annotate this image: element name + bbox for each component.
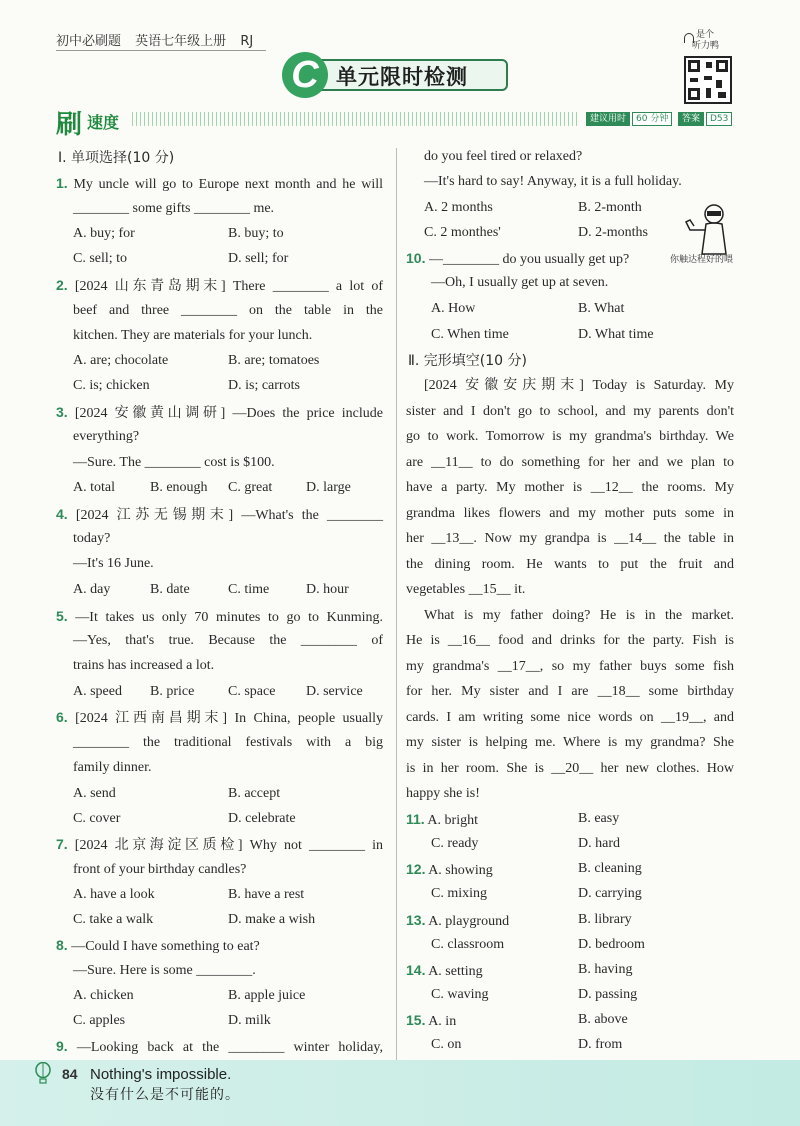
option-d[interactable]: D. celebrate bbox=[228, 811, 296, 826]
option-c[interactable]: C. space bbox=[228, 684, 276, 699]
question-number: 11. bbox=[406, 811, 425, 827]
option-c[interactable]: C. 2 monthes' bbox=[424, 225, 501, 240]
speed-label-main: 刷 bbox=[56, 110, 83, 140]
question-line: trains has increased a lot. bbox=[73, 658, 215, 673]
option-c[interactable]: C. waving bbox=[431, 987, 489, 1002]
option-b[interactable]: B. date bbox=[150, 582, 190, 597]
option-d[interactable]: D. is; carrots bbox=[228, 378, 300, 393]
option-c[interactable]: C. is; chicken bbox=[73, 378, 150, 393]
speed-label-sub: 速度 bbox=[87, 113, 120, 132]
option-b[interactable]: B. price bbox=[150, 684, 195, 699]
question-line: 5. —It takes us only 70 minutes to go to Kunming. bbox=[56, 608, 383, 625]
question-line: ________ the traditional festivals with a big bbox=[73, 735, 383, 750]
question-line: —Yes, that's true. Because the ________ of bbox=[73, 633, 383, 648]
question-line: today? bbox=[73, 531, 111, 546]
qr-label-line2: 听力鸭 bbox=[692, 41, 720, 51]
option-a[interactable]: 11. A. bright bbox=[406, 811, 478, 828]
option-a[interactable]: A. How bbox=[431, 301, 476, 316]
passage-line: my sister is helping me. Where is my grandma? She bbox=[406, 735, 734, 750]
question-line: front of your birthday candles? bbox=[73, 862, 247, 877]
passage-line: go to work. Tomorrow is my grandma's birthday. We bbox=[406, 429, 734, 444]
option-b[interactable]: B. What bbox=[578, 301, 625, 316]
c-badge-icon: C bbox=[282, 52, 328, 98]
passage-line: the dining room. He wants to put the fruit and bbox=[406, 557, 734, 572]
column-divider bbox=[396, 148, 397, 1060]
question-number: 3. bbox=[56, 404, 68, 420]
option-b[interactable]: B. have a rest bbox=[228, 887, 305, 902]
option-a[interactable]: A. send bbox=[73, 786, 116, 801]
question-line: 2. [2024 山东青岛期末] There ________ a lot of bbox=[56, 277, 383, 294]
question-number: 1. bbox=[56, 175, 68, 191]
passage-line: happy she is! bbox=[406, 786, 480, 801]
option-d[interactable]: D. milk bbox=[228, 1013, 271, 1028]
option-d[interactable]: D. sell; for bbox=[228, 251, 289, 266]
option-c[interactable]: C. mixing bbox=[431, 886, 488, 901]
question-line: —Oh, I usually get up at seven. bbox=[431, 275, 609, 290]
question-number: 14. bbox=[406, 962, 426, 978]
question-number: 5. bbox=[56, 608, 68, 624]
question-number: 15. bbox=[406, 1012, 426, 1028]
option-b[interactable]: B. 2-month bbox=[578, 200, 642, 215]
question-line: 10. —________ do you usually get up? bbox=[406, 250, 630, 267]
option-c[interactable]: C. time bbox=[228, 582, 270, 597]
option-b[interactable]: B. library bbox=[578, 912, 632, 927]
speed-stripes bbox=[132, 112, 580, 126]
question-line: beef and three ________ on the table in the bbox=[73, 303, 383, 318]
motto-chinese: 没有什么是不可能的。 bbox=[90, 1087, 240, 1103]
question-number: 13. bbox=[406, 912, 426, 928]
option-d[interactable]: D. 2-months bbox=[578, 225, 648, 240]
option-b[interactable]: B. enough bbox=[150, 480, 208, 495]
thumbs-up-person-icon bbox=[676, 196, 736, 256]
edition-label: RJ bbox=[240, 34, 254, 49]
question-line: family dinner. bbox=[73, 760, 152, 775]
passage-line: have a party. My mother is __12__ the rooms. My bbox=[406, 480, 734, 495]
passage-line: her __13__. Now my grandpa is __14__ the table in bbox=[406, 531, 734, 546]
question-number: 6. bbox=[56, 709, 68, 725]
option-c[interactable]: C. great bbox=[228, 480, 273, 495]
section-heading-choice: Ⅰ. 单项选择(10 分) bbox=[58, 150, 175, 166]
question-line: do you feel tired or relaxed? bbox=[424, 149, 583, 164]
passage-line: is in her room. She is __20__ her new clothes. How bbox=[406, 761, 734, 776]
option-b[interactable]: B. above bbox=[578, 1012, 628, 1027]
passage-line: What is my father doing? He is in the market. bbox=[424, 608, 734, 623]
page-title: 单元限时检测 bbox=[336, 65, 468, 89]
option-b[interactable]: B. apple juice bbox=[228, 988, 306, 1003]
time-label: 建议用时 bbox=[586, 112, 630, 126]
option-c[interactable]: C. sell; to bbox=[73, 251, 128, 266]
option-c[interactable]: C. ready bbox=[431, 836, 479, 851]
header-rule bbox=[56, 50, 266, 51]
qr-code-icon[interactable] bbox=[684, 56, 732, 104]
question-number: 2. bbox=[56, 277, 68, 293]
question-number: 4. bbox=[56, 506, 68, 522]
passage-line: He is __16__ food and drinks for the party. Fish is bbox=[406, 633, 734, 648]
question-line: —Sure. The ________ cost is $100. bbox=[73, 455, 275, 470]
option-b[interactable]: B. having bbox=[578, 962, 633, 977]
question-line: 4. [2024 江苏无锡期末] —What's the ________ bbox=[56, 506, 383, 523]
answer-label: 答案 bbox=[678, 112, 704, 126]
balloon-icon bbox=[34, 1062, 52, 1084]
option-b[interactable]: B. cleaning bbox=[578, 861, 642, 876]
option-a[interactable]: A. buy; for bbox=[73, 226, 135, 241]
option-c[interactable]: C. on bbox=[431, 1037, 462, 1052]
option-b[interactable]: B. are; tomatoes bbox=[228, 353, 320, 368]
passage-line: are __11__ to do something for her and we plan to bbox=[406, 455, 734, 470]
passage-line: for her. My sister and I are __18__ some birthday bbox=[406, 684, 734, 699]
option-d[interactable]: D. What time bbox=[578, 327, 654, 342]
passage-line: [2024 安徽安庆期末] Today is Saturday. My bbox=[424, 378, 734, 393]
question-line: 3. [2024 安徽黄山调研] —Does the price include bbox=[56, 404, 383, 421]
passage-line: grandma likes flowers and my mother puts some in bbox=[406, 506, 734, 521]
option-a[interactable]: 15. A. in bbox=[406, 1012, 457, 1029]
qr-label-line1: 是个 bbox=[696, 30, 715, 40]
option-b[interactable]: B. buy; to bbox=[228, 226, 284, 241]
qr-label bbox=[692, 30, 719, 52]
option-c[interactable]: C. classroom bbox=[431, 937, 505, 952]
sketch-caption: 你触达程好的喂 bbox=[670, 255, 734, 265]
option-a[interactable]: A. are; chocolate bbox=[73, 353, 169, 368]
time-value: 60 分钟 bbox=[632, 112, 672, 126]
option-b[interactable]: B. accept bbox=[228, 786, 281, 801]
passage-line: my grandma's __17__, so my father buys some fish bbox=[406, 659, 734, 674]
option-a[interactable]: A. total bbox=[73, 480, 115, 495]
question-line: ________ some gifts ________ me. bbox=[73, 201, 275, 216]
option-a[interactable]: 14. A. setting bbox=[406, 962, 483, 979]
option-a[interactable]: A. 2 months bbox=[424, 200, 493, 215]
option-d[interactable]: D. passing bbox=[578, 987, 638, 1002]
question-line: kitchen. They are materials for your lunch. bbox=[73, 328, 313, 343]
book-header bbox=[56, 30, 263, 49]
option-d[interactable]: D. bedroom bbox=[578, 937, 645, 952]
option-d[interactable]: D. hour bbox=[306, 582, 349, 597]
section-heading-cloze: Ⅱ. 完形填空(10 分) bbox=[408, 353, 527, 369]
course-name: 英语七年级上册 bbox=[135, 34, 227, 49]
option-d[interactable]: D. hard bbox=[578, 836, 620, 851]
motto-english: Nothing's impossible. bbox=[90, 1066, 232, 1083]
option-a[interactable]: 12. A. showing bbox=[406, 861, 493, 878]
question-line: —It's hard to say! Anyway, it is a full holiday. bbox=[424, 174, 682, 189]
option-d[interactable]: D. carrying bbox=[578, 886, 642, 901]
book-name: 初中必刷题 bbox=[56, 34, 122, 49]
page-number: 84 bbox=[62, 1066, 78, 1082]
question-number: 8. bbox=[56, 937, 68, 953]
option-b[interactable]: B. easy bbox=[578, 811, 620, 826]
question-line: 7. [2024 北京海淀区质检] Why not ________ in bbox=[56, 836, 383, 853]
option-a[interactable]: A. have a look bbox=[73, 887, 155, 902]
option-c[interactable]: C. When time bbox=[431, 327, 509, 342]
option-a[interactable]: A. speed bbox=[73, 684, 122, 699]
option-c[interactable]: C. take a walk bbox=[73, 912, 154, 927]
option-a[interactable]: A. day bbox=[73, 582, 111, 597]
option-a[interactable]: A. chicken bbox=[73, 988, 134, 1003]
question-line: 1. My uncle will go to Europe next month and he will bbox=[56, 175, 383, 192]
question-number: 12. bbox=[406, 861, 426, 877]
option-c[interactable]: C. cover bbox=[73, 811, 121, 826]
question-line: 6. [2024 江西南昌期末] In China, people usually bbox=[56, 709, 383, 726]
option-a[interactable]: 13. A. playground bbox=[406, 912, 510, 929]
passage-line: cards. I am writing some nice words on __19__, and bbox=[406, 710, 734, 725]
question-line: —Sure. Here is some ________. bbox=[73, 963, 256, 978]
option-d[interactable]: D. service bbox=[306, 684, 363, 699]
answer-page: D53 bbox=[706, 112, 732, 126]
question-line: 9. —Looking back at the ________ winter holiday, bbox=[56, 1038, 383, 1055]
option-d[interactable]: D. from bbox=[578, 1037, 623, 1052]
option-c[interactable]: C. apples bbox=[73, 1013, 126, 1028]
option-d[interactable]: D. make a wish bbox=[228, 912, 316, 927]
question-number: 10. bbox=[406, 250, 426, 266]
passage-line: vegetables __15__ it. bbox=[406, 582, 526, 597]
question-line: —It's 16 June. bbox=[73, 556, 154, 571]
passage-line: sister and I don't go to school, and my parents don't bbox=[406, 404, 734, 419]
question-line: 8. —Could I have something to eat? bbox=[56, 937, 260, 954]
option-d[interactable]: D. large bbox=[306, 480, 351, 495]
question-number: 9. bbox=[56, 1038, 68, 1054]
question-number: 7. bbox=[56, 836, 68, 852]
question-line: everything? bbox=[73, 429, 140, 444]
